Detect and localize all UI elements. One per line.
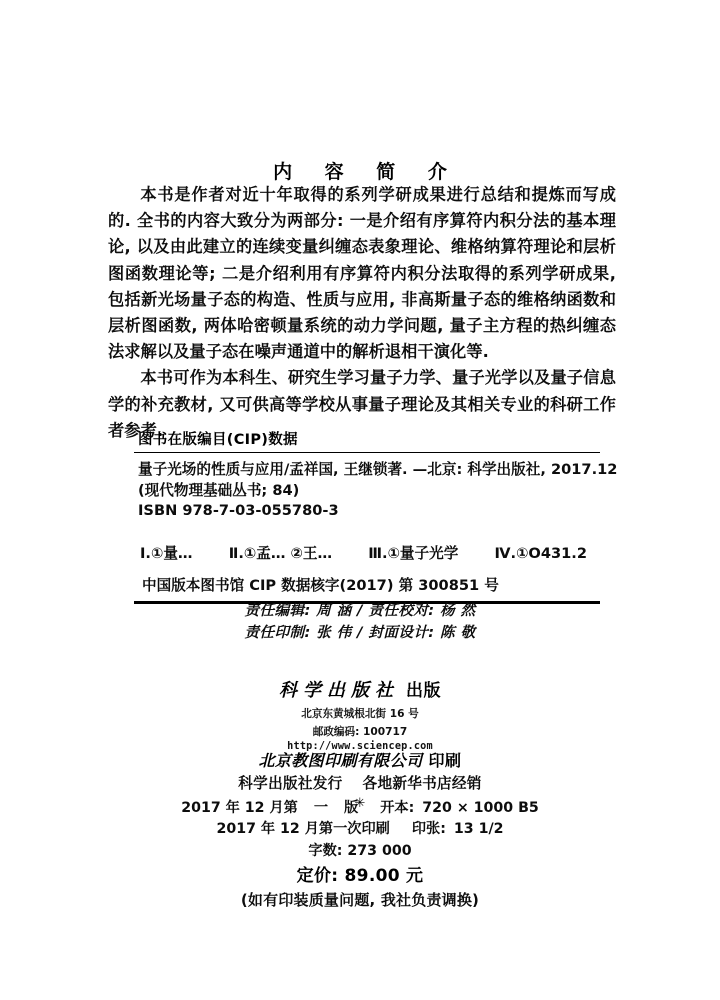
edition-date: 2017 年 12 月第 [181,800,298,816]
cip-title-line: 量子光场的性质与应用/孟祥国, 王继锁著. —北京: 科学出版社, 2017.12 [138,461,618,478]
printer-verb: 印刷 [428,751,462,770]
publisher-logo-line [0,678,720,704]
distributor-name: 科学出版社发行 [238,775,343,792]
retailer-name: 各地新华书店经销 [362,775,482,792]
quality-note: (如有印装质量问题, 我社负责调换) [240,891,480,909]
cip-class-part-4: Ⅳ.①O431.2 [494,544,588,562]
separator-asterisk: ✳ [354,796,366,811]
distribution-line [0,773,720,795]
summary-paragraph-2: 本书可作为本科生、研究生学习量子力学、量子光学以及量子信息学的补充教材, 又可供高等学校从事量子理论及其相关专业的科研工作者参考. [108,368,616,440]
print-date: 2017 年 12 月第一次印刷 [216,820,390,837]
format-value: 720 × 1000 B5 [422,800,539,816]
price-line: 定价: 89.00 元 [296,866,424,886]
publisher-postal-code: 邮政编码: 100717 [312,725,408,738]
printer-line [0,750,720,772]
cip-detail-lines [134,453,618,526]
credits-line-1: 责任编辑: 周 涵 / 责任校对: 杨 然 [244,602,476,619]
cip-block [134,428,618,604]
cip-classification-line [134,526,600,572]
sheets-label: 印张: [411,820,446,837]
credits-line-2: 责任印制: 张 伟 / 封面设计: 陈 敬 [244,624,476,641]
cip-class-part-3: Ⅲ.①量子光学 [368,544,459,562]
sheets-value: 13 1/2 [453,820,504,837]
publication-specs [0,798,720,911]
word-count: 字数: 273 000 [308,843,412,859]
printer-name: 北京教图印刷有限公司 [258,751,423,770]
cip-isbn-line: ISBN 978-7-03-055780-3 [138,502,339,519]
cip-number-line: 中国版本图书馆 CIP 数据核字(2017) 第 300851 号 [142,576,499,594]
spec-print-row [0,819,720,840]
summary-body [108,182,616,444]
publisher-address: 北京东黄城根北街 16 号 [301,708,419,720]
edition-label: 版 [344,800,359,816]
publisher-verb: 出版 [406,681,441,701]
edition-number: 一 [313,800,329,816]
editorial-credits [0,600,720,644]
spec-edition-row [0,798,720,819]
publisher-url: http://www.sciencep.com [287,741,433,752]
summary-paragraph-1: 本书是作者对近十年取得的系列学研成果进行总结和提炼而写成的. 全书的内容大致分为两部分: 一是介绍有序算符内积分法的基本理论, 以及由此建立的连续变量纠缠态表象理论、维格纳算符理论和层析图函数理论等; 二是介绍利用有序算符内积分法取得的系列学研成果, 包括新光场量子态的构造、性质与应用, 非高斯量子态的维格纳函数和层析图函数, 两体哈密顿量系统的动力学问题, 量子主方程的热纠缠态法求解以及量子态在噪声通道中的解析退相干演化等. [108,185,616,362]
publisher-block [0,678,720,754]
format-label: 开本: [380,800,415,816]
cip-heading: 图书在版编目(CIP)数据 [138,432,298,448]
cip-class-part-1: Ⅰ.①量… [140,544,193,562]
page-title: 内 容 简 介 [273,161,460,183]
cip-class-part-2: Ⅱ.①孟… ②王… [228,544,333,562]
cip-series-line: (现代物理基础丛书; 84) [138,481,300,499]
publisher-name: 科学出版社 [279,680,399,701]
